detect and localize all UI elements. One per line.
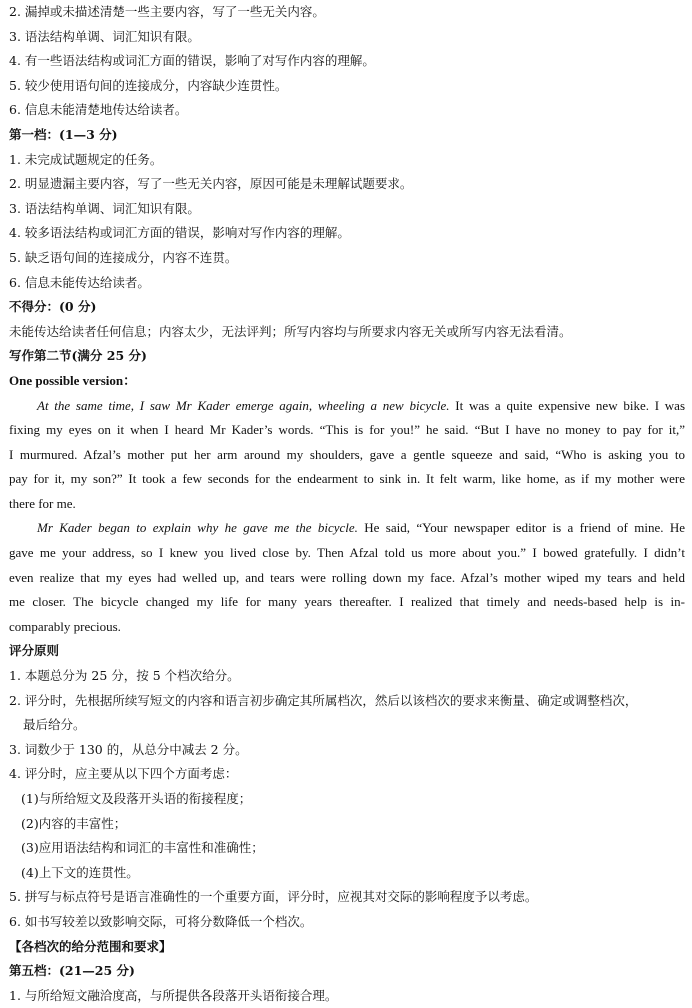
essay-line: pay for it, my son?” It took a few seconds for the endearment to sink in. It felt warm, like home, as if my mother were	[9, 471, 685, 487]
criteria-item: 2. 漏掉或未描述清楚一些主要内容，写了一些无关内容。	[9, 4, 325, 19]
level1-heading: 第一档：(1—3 分)	[9, 126, 118, 142]
essay-paragraph-1	[9, 394, 685, 517]
scoring-item: 2. 评分时，先根据所续写短文的内容和语言初步确定其所属档次，然后以该档次的要求来衡量、确定或调整档次，	[9, 692, 638, 708]
essay-line: I murmured. Afzal’s mother put her arm around my shoulders, gave a gentle squeeze and said, “Who is asking you to	[9, 446, 685, 462]
essay-line: comparably precious.	[9, 618, 121, 634]
criteria-item: 1. 未完成试题规定的任务。	[9, 151, 163, 167]
levels-heading: 【各档次的给分范围和要求】	[9, 938, 172, 954]
paragraph-opening: At the same time, I saw Mr Kader emerge again, wheeling a new bicycle.	[37, 397, 450, 413]
criteria-item: 4. 较多语法结构或词汇方面的错误，影响对写作内容的理解。	[9, 225, 350, 241]
criteria-item: 5. 较少使用语句间的连接成分，内容缺少连贯性。	[9, 77, 288, 93]
no-score-heading: 不得分：(0 分)	[9, 299, 97, 315]
scoring-subitem: (3)应用语法结构和词汇的丰富性和准确性；	[21, 840, 264, 856]
criteria-item: 3. 语法结构单调、词汇知识有限。	[9, 200, 200, 216]
essay-line: there for me.	[9, 495, 76, 511]
scoring-item: 3. 词数少于 130 的，从总分中减去 2 分。	[9, 741, 248, 757]
paragraph-opening: Mr Kader began to explain why he gave me the bicycle.	[37, 520, 358, 536]
essay-paragraph-2	[9, 516, 685, 639]
scoring-subitem: (4)上下文的连贯性。	[21, 864, 139, 880]
criteria-item: 4. 有一些语法结构或词汇方面的错误，影响了对写作内容的理解。	[9, 53, 375, 69]
essay-line: even realize that my eyes had welled up, and tears were rolling down my face. Afzal’s mother wiped my tears and held	[9, 569, 685, 585]
scoring-item: 6. 如书写较差以致影响交际，可将分数降低一个档次。	[9, 913, 313, 929]
essay-line: Mr Kader began to explain why he gave me the bicycle. He said, “Your newspaper editor is a friend of mine. He	[37, 520, 685, 536]
scoring-heading: 评分原则	[9, 643, 60, 659]
scoring-item: 4. 评分时，应主要从以下四个方面考虑：	[9, 766, 238, 782]
level5-heading: 第五档：(21—25 分)	[9, 963, 135, 979]
essay-line: gave me your address, so I knew you lived close by. Then Afzal told us more about you.” I bowed gratefully. I didn’t	[9, 545, 685, 561]
criteria-item: 2. 明显遗漏主要内容，写了一些无关内容，原因可能是未理解试题要求。	[9, 176, 413, 192]
criteria-item: 1. 与所给短文融洽度高，与所提供各段落开头语衔接合理。	[9, 987, 338, 1003]
criteria-item: 5. 缺乏语句间的连接成分，内容不连贯。	[9, 249, 238, 265]
essay-line: fixing my eyes on it when I heard Mr Kader’s words. “This is for you!” he said. “But I have no money to pay for it,”	[9, 422, 685, 438]
writing-part2-heading: 写作第二节(满分 25 分)	[9, 348, 147, 364]
scoring-item-continued: 最后给分。	[23, 717, 86, 733]
document-page	[9, 0, 685, 1008]
essay-line: me closer. The bicycle changed my life for many years thereafter. I realized that timely and needs-based help is in-	[9, 594, 685, 610]
scoring-subitem: (2)内容的丰富性；	[21, 815, 127, 831]
scoring-subitem: (1)与所给短文及段落开头语的衔接程度；	[21, 791, 252, 806]
criteria-item: 3. 语法结构单调、词汇知识有限。	[9, 28, 200, 44]
criteria-item: 6. 信息未能清楚地传达给读者。	[9, 102, 188, 118]
no-score-text: 未能传达给读者任何信息；内容太少，无法评判；所写内容均与所要求内容无关或所写内容无法看清。	[9, 323, 572, 339]
essay-line: At the same time, I saw Mr Kader emerge again, wheeling a new bicycle. It was a quite expensive new bike. I was	[37, 397, 685, 413]
scoring-item: 5. 拼写与标点符号是语言准确性的一个重要方面，评分时，应视其对交际的影响程度予以考虑。	[9, 889, 538, 905]
version-label: One possible version：	[9, 372, 137, 388]
criteria-item: 6. 信息未能传达给读者。	[9, 274, 150, 290]
scoring-item: 1. 本题总分为 25 分，按 5 个档次给分。	[9, 668, 240, 684]
